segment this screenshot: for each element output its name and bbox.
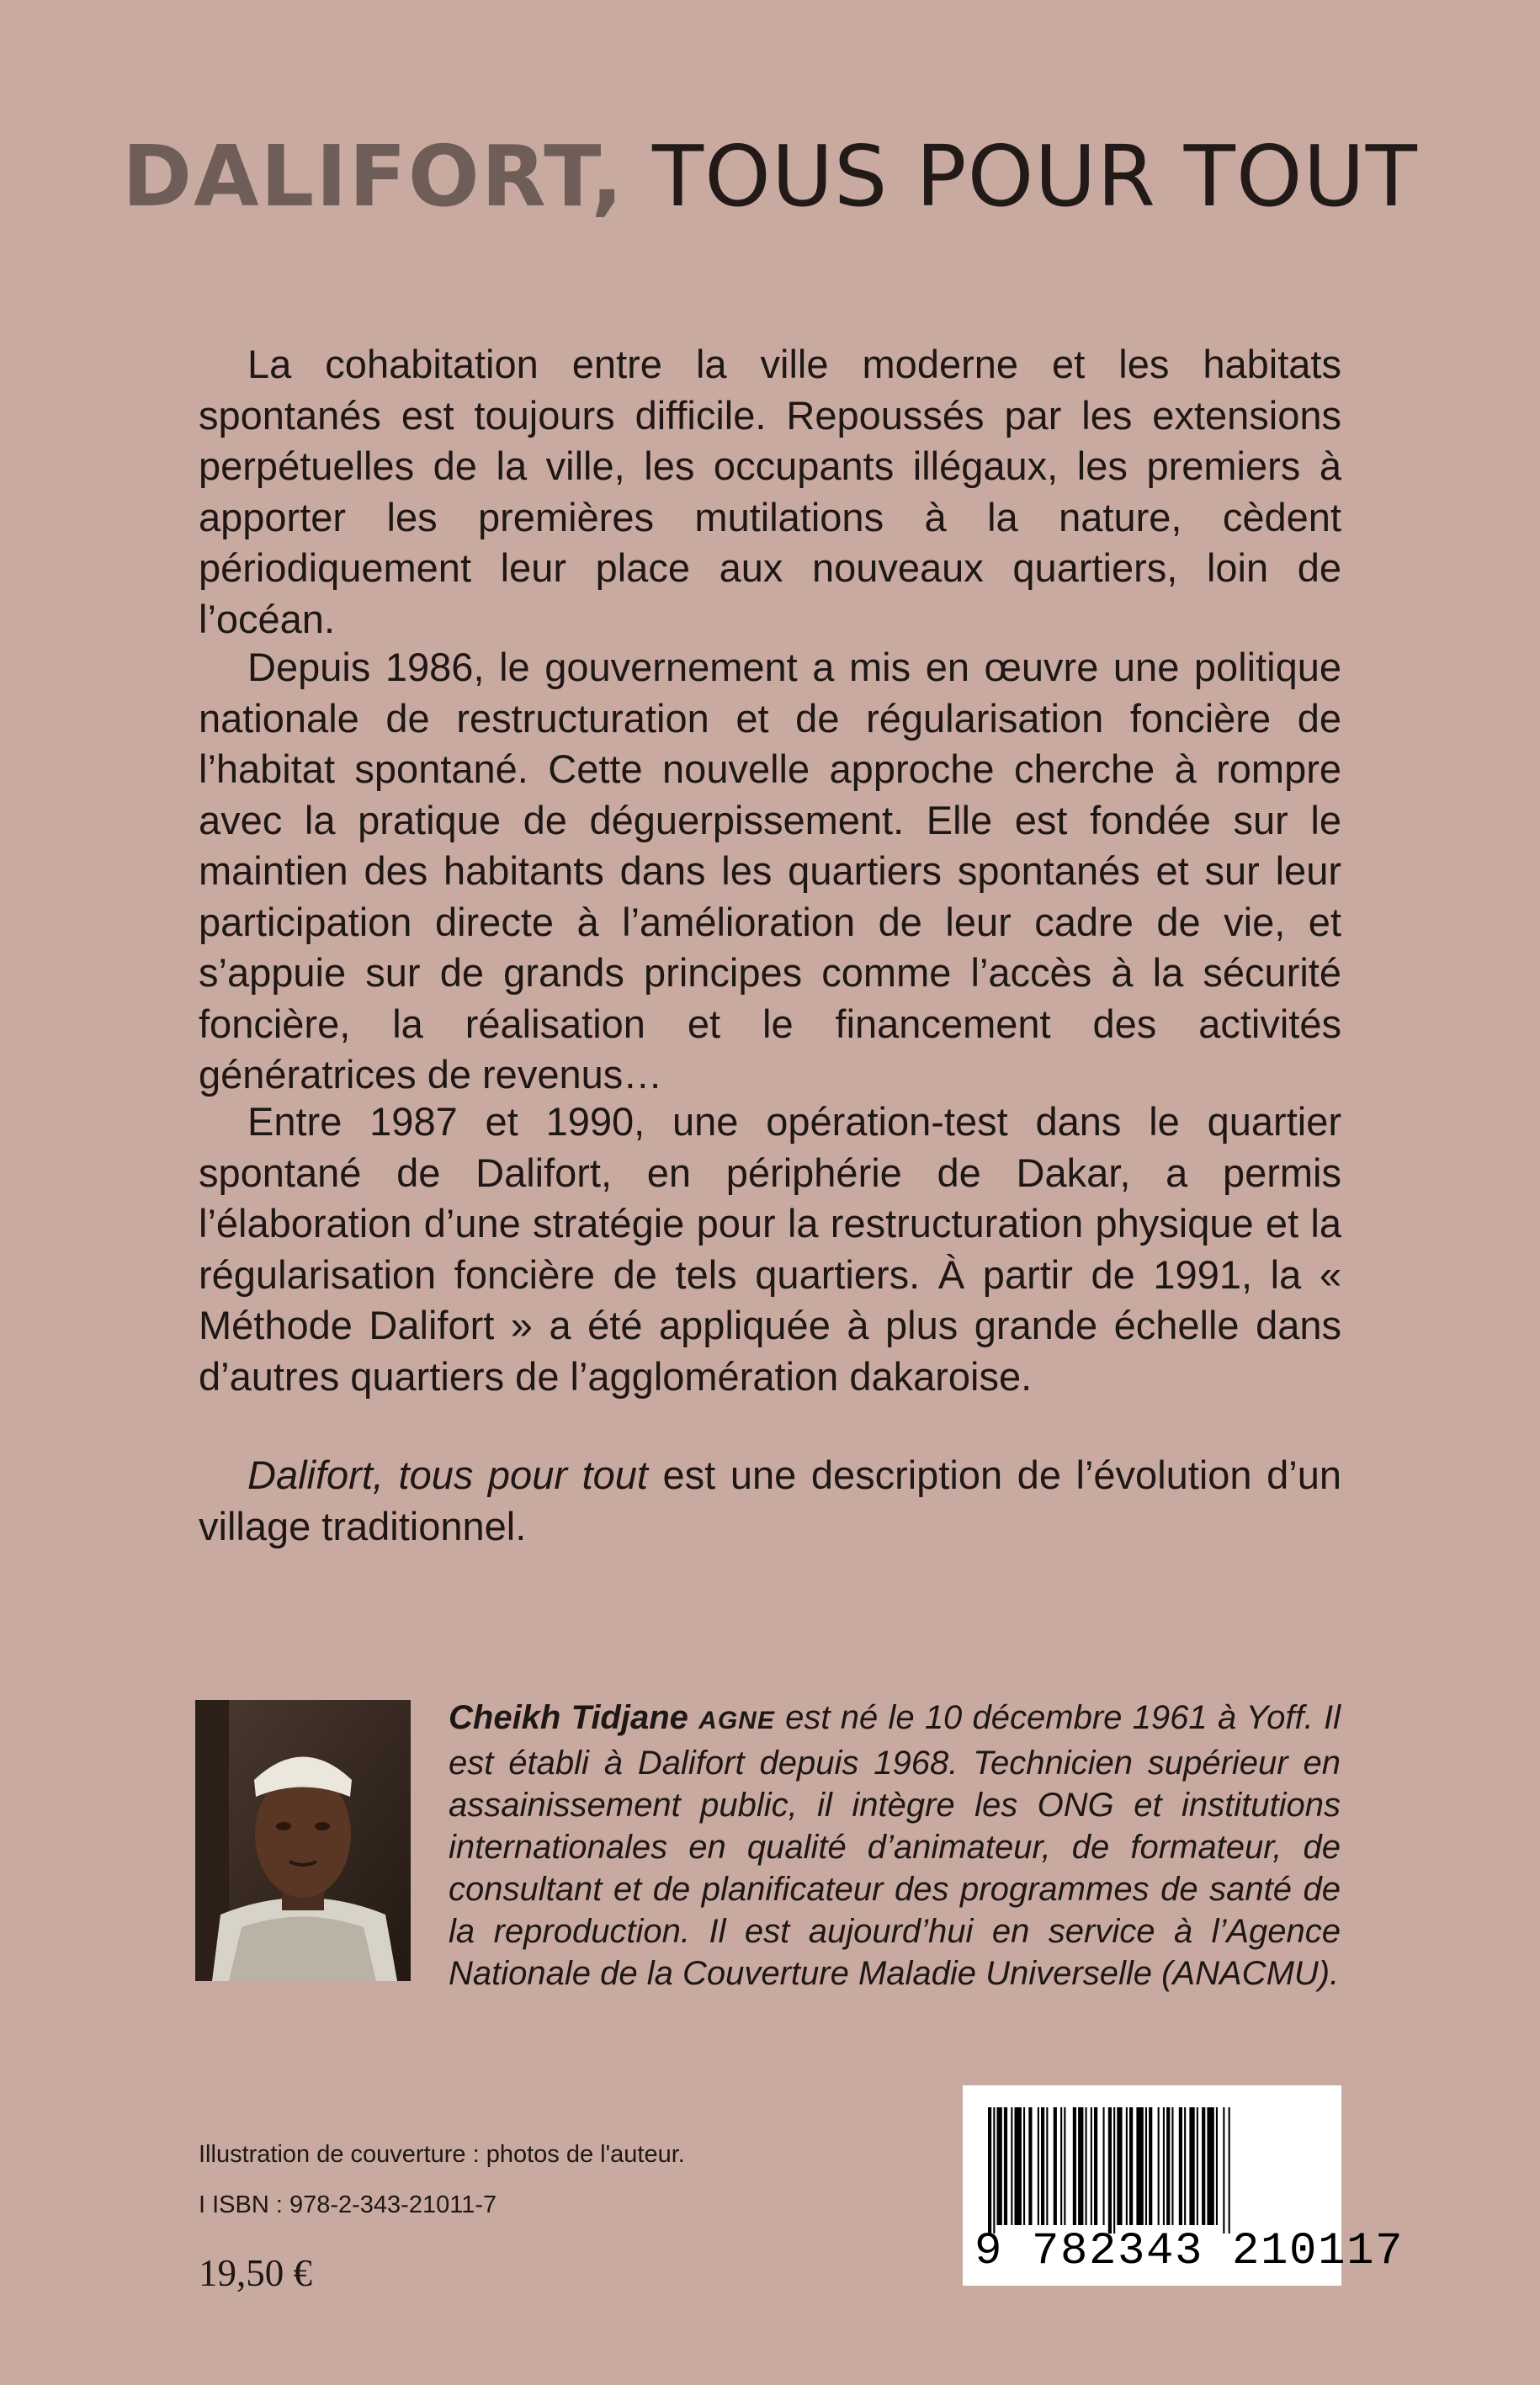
barcode-bar [997, 2107, 1002, 2225]
barcode-bar [993, 2107, 995, 2234]
barcode-bar [1064, 2107, 1065, 2225]
barcode-bar [1126, 2107, 1128, 2225]
barcode-bar [1023, 2107, 1025, 2225]
author-name: Cheikh Tidjane AGNE [449, 1699, 775, 1736]
barcode-bar [1216, 2107, 1218, 2225]
barcode [963, 2085, 1405, 2286]
paragraph-2: Depuis 1986, le gouvernement a mis en œuvre une politique nationale de restructuration et de régularisation foncière de l’habitat spontané. Cette nouvelle approche cherche à rompre avec la pratique de déguerpissement. Elle est fondée sur le maintien des habitants dans les quartiers spontanés et sur leur participation directe à l’amélioration de leur cadre de vie, et s’appuie sur de grands principes comme l’accès à la sécurité foncière, la réalisation et le financement des activités génératrices de revenus… [199, 645, 1341, 1097]
barcode-bar [1223, 2107, 1224, 2234]
barcode-bar [1041, 2107, 1044, 2225]
barcode-bar [1189, 2107, 1194, 2225]
barcode-bar [1094, 2107, 1097, 2225]
barcode-bar [1086, 2107, 1087, 2225]
barcode-bar [1091, 2107, 1092, 2225]
barcode-bar [1163, 2107, 1165, 2225]
closing-text: est une description de l’évolution d’un village traditionnel. [199, 1453, 1341, 1548]
barcode-bar [1038, 2107, 1039, 2225]
barcode-bar [1202, 2107, 1205, 2225]
barcode-bar [1046, 2107, 1048, 2225]
barcode-bar [1179, 2107, 1182, 2225]
barcode-bar [988, 2107, 991, 2234]
author-bio [449, 1697, 1341, 1995]
barcode-bar [1158, 2107, 1160, 2225]
barcode-bar [1073, 2107, 1076, 2225]
title-bold: DALIFORT, [122, 127, 625, 226]
paragraph-closing [199, 1450, 1341, 1552]
barcode-bar [1060, 2107, 1062, 2225]
barcode-bar [1229, 2107, 1230, 2234]
barcode-bar [1149, 2107, 1152, 2225]
barcode-bar [1117, 2107, 1122, 2225]
barcode-bar [1015, 2107, 1022, 2225]
author-bio-text: est né le 10 décembre 1961 à Yoff. Il est établi à Dalifort depuis 1968. Technicien supérieur en assainissement public, il intègre les ONG et institutions internationales en qualité d’animateur, de formateur, de consultant et de planificateur des programmes de santé de la reproduction. Il est aujourd’hui en service à l’Agence Nationale de la Couverture Maladie Universelle (ANACMU). [449, 1699, 1341, 1992]
paragraph-3: Entre 1987 et 1990, une opération-test dans le quartier spontané de Dalifort, en périphérie de Dakar, a permis l’élaboration d’une stratégie pour la restructuration physique et la régularisation foncière de tels quartiers. À partir de 1991, la « Méthode Dalifort » a été appliquée à plus grande échelle dans d’autres quartiers de l’agglomération dakaroise. [199, 1099, 1341, 1399]
book-title [0, 126, 1540, 227]
barcode-bar [1145, 2107, 1147, 2225]
price: 19,50 € [199, 2252, 312, 2294]
barcode-bar [1184, 2107, 1186, 2225]
title-rest: TOUS POUR TOUT [652, 127, 1418, 226]
barcode-bar [1028, 2107, 1032, 2225]
barcode-bar [1011, 2107, 1012, 2225]
barcode-bar [1171, 2107, 1173, 2225]
barcode-bar [1108, 2107, 1112, 2234]
barcode-bar [1197, 2107, 1198, 2225]
barcode-bar [1166, 2107, 1170, 2225]
barcode-bar [1129, 2107, 1133, 2225]
barcode-bar [1207, 2107, 1213, 2225]
barcode-bar [1078, 2107, 1083, 2225]
barcode-bar [1136, 2107, 1143, 2225]
barcode-bar [1103, 2107, 1105, 2225]
isbn: I ISBN : 978-2-343-21011-7 [199, 2191, 497, 2218]
cover-credit: Illustration de couverture : photos de l'auteur. [199, 2141, 685, 2168]
barcode-bar [1054, 2107, 1057, 2225]
paragraph-1: La cohabitation entre la ville moderne et les habitats spontanés est toujours difficile. Repoussés par les extensions perpétuelles de la ville, les occupants illégaux, les premiers à apporter les premières mutilations à la nature, cèdent périodiquement leur place aux nouveaux quartiers, loin de l’océan. [199, 342, 1341, 641]
author-photo [195, 1700, 411, 1981]
closing-title: Dalifort, tous pour tout [247, 1453, 648, 1497]
barcode-digits: 9 782343 210117 [974, 2226, 1405, 2277]
barcode-bar [1113, 2107, 1115, 2234]
barcode-bar [1004, 2107, 1007, 2225]
